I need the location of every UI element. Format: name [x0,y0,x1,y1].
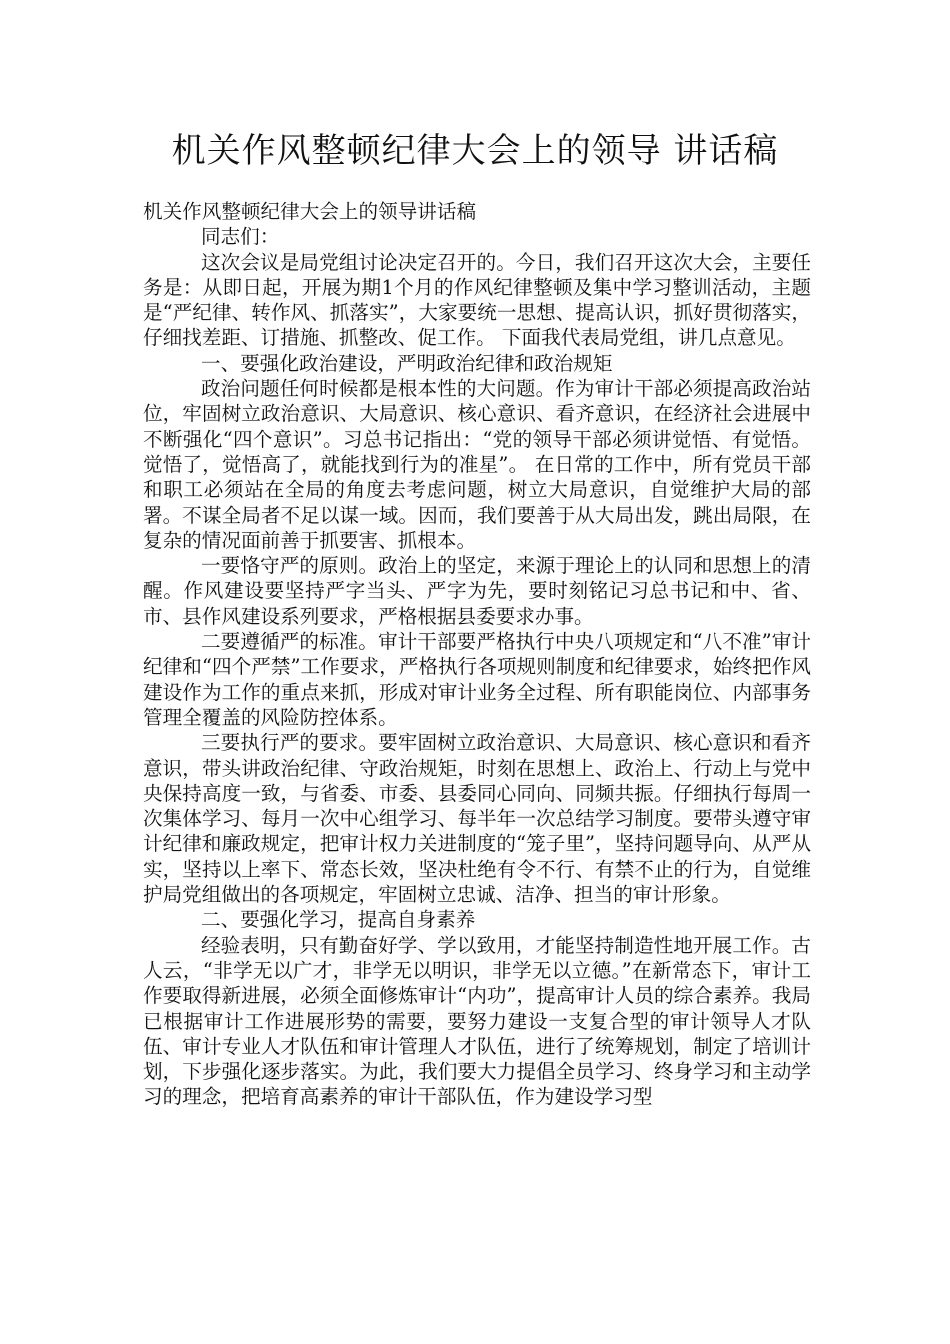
document-title: 机关作风整顿纪律大会上的领导 讲话稿 [171,131,779,171]
paragraph-intro: 这次会议是局党组讨论决定召开的。今日，我们召开这次大会，主要任务是：从即日起，开展为期1个月的作风纪律整顿及集中学习整训活动，主题是“严纪律、转作风、抓落实”，大家要统一思想、提高认识，抓好贯彻落实，仔细找差距、订措施、抓整改、促工作。 下面我代表局党组，讲几点意见。 [143,250,811,350]
section-heading-2: 二、要强化学习，提高自身素养 [201,908,476,932]
document-subtitle: 机关作风整顿纪律大会上的领导讲话稿 [143,200,477,223]
paragraph-point-3: 三要执行严的要求。要牢固树立政治意识、大局意识、核心意识和看齐意识，带头讲政治纪律、守政治规矩，时刻在思想上、政治上、行动上与党中央保持高度一致，与省委、市委、县委同心同向、同频共振。仔细执行每周一次集体学习、每月一次中心组学习、每半年一次总结学习制度。要带头遵守审计纪律和廉政规定，把审计权力关进制度的“笼子里”，坚持问题导向、从严从实，坚持以上率下、常态长效，坚决杜绝有令不行、有禁不止的行为，自觉维护局党组做出的各项规定，牢固树立忠诚、洁净、担当的审计形象。 [143,731,811,907]
paragraph-point-2: 二要遵循严的标准。审计干部要严格执行中央八项规定和“八不准”审计纪律和“四个严禁”工作要求，严格执行各项规则制度和纪律要求，始终把作风建设作为工作的重点来抓，形成对审计业务全过程、所有职能岗位、内部事务管理全覆盖的风险防控体系。 [143,630,811,729]
paragraph-learning: 经验表明，只有勤奋好学、学以致用，才能坚持制造性地开展工作。古人云，“非学无以广才，非学无以明识，非学无以立德。”在新常态下，审计工作要取得新进展，必须全面修炼审计“内功”，提高审计人员的综合素养。我局已根据审计工作进展形势的需要，要努力建设一支复合型的审计领导人才队伍、审计专业人才队伍和审计管理人才队伍，进行了统筹规划，制定了培训计划，下步强化逐步落实。为此，我们要大力提倡全员学习、终身学习和主动学习的理念，把培育高素养的审计干部队伍，作为建设学习型 [143,933,811,1109]
paragraph-point-1: 一要恪守严的原则。政治上的坚定，来源于理论上的认同和思想上的清醒。作风建设要坚持严字当头、严字为先，要时刻铭记习总书记和中、省、市、县作风建设系列要求，严格根据县委要求办事。 [143,554,811,628]
document-body [143,199,811,1110]
salutation: 同志们： [201,225,280,249]
paragraph-political: 政治问题任何时候都是根本性的大问题。作为审计干部必须提高政治站位，牢固树立政治意识、大局意识、核心意识、看齐意识，在经济社会进展中不断强化“四个意识”。习总书记指出：“党的领导干部必须讲觉悟、有觉悟。觉悟了，觉悟高了，就能找到行为的准星”。 在日常的工作中，所有党员干部和职工必须站在全局的角度去考虑问题，树立大局意识，自觉维护大局的部署。不谋全局者不足以谋一域。因而，我们要善于从大局出发，跳出局限，在复杂的情况面前善于抓要害、抓根本。 [143,377,811,552]
section-heading-1: 一、要强化政治建设，严明政治纪律和政治规矩 [201,351,613,375]
